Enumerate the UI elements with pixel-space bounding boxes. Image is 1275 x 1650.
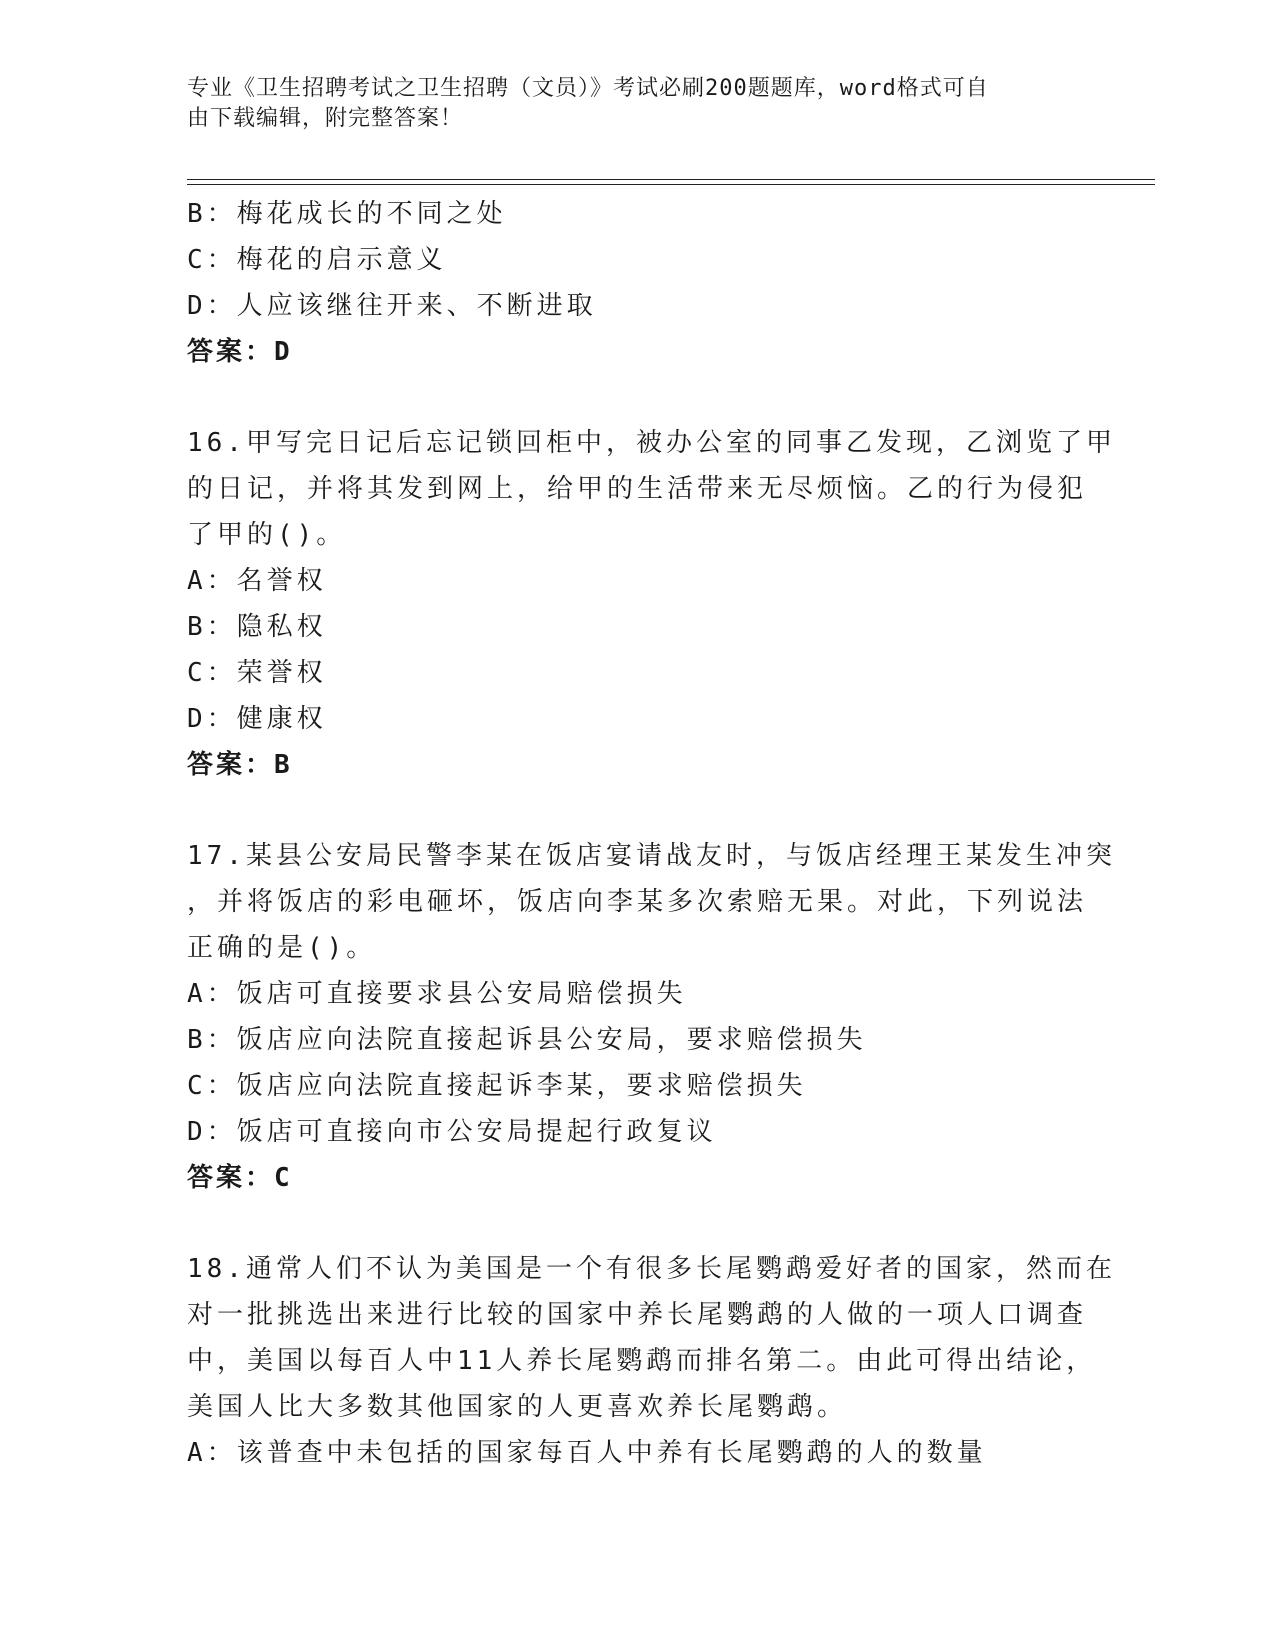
document-header: [187, 74, 1067, 134]
question-16-option-d: D：健康权: [187, 704, 327, 734]
question-gap: [187, 375, 1087, 420]
question-17-option-b: B：饭店应向法院直接起诉县公安局，要求赔偿损失: [187, 1025, 867, 1055]
question-17-answer: [187, 1155, 1087, 1201]
question-17-line-1: 17.某县公安局民警李某在饭店宴请战友时，与饭店经理王某发生冲突: [187, 841, 1116, 871]
answer-label: 答案：: [187, 337, 275, 367]
question-17-option-d: D：饭店可直接向市公安局提起行政复议: [187, 1117, 717, 1147]
option-d: D：人应该继往开来、不断进取: [187, 291, 597, 321]
question-17-line-2: ，并将饭店的彩电砸坏，饭店向李某多次索赔无果。对此，下列说法: [187, 887, 1088, 917]
question-content: [187, 191, 1116, 1476]
question-17-line-3: 正确的是()。: [187, 933, 377, 963]
question-17-option-c: C：饭店应向法院直接起诉李某，要求赔偿损失: [187, 1071, 807, 1101]
header-divider-top: [187, 179, 1155, 180]
answer-value: C: [274, 1163, 293, 1193]
question-18-line-4: 美国人比大多数其他国家的人更喜欢养长尾鹦鹉。: [187, 1392, 848, 1422]
header-line-1: 专业《卫生招聘考试之卫生招聘（文员）》考试必刷200题题库，word格式可自: [187, 76, 989, 101]
question-16-line-2: 的日记，并将其发到网上，给甲的生活带来无尽烦恼。乙的行为侵犯: [187, 474, 1088, 504]
question-16-option-a: A：名誉权: [187, 566, 327, 596]
answer-label: 答案：: [187, 750, 275, 780]
question-17-option-a: A：饭店可直接要求县公安局赔偿损失: [187, 979, 687, 1009]
option-b: B：梅花成长的不同之处: [187, 199, 507, 229]
question-16-option-c: C：荣誉权: [187, 658, 327, 688]
answer-value: D: [274, 337, 293, 367]
question-gap: [187, 788, 1087, 833]
question-18-line-1: 18.通常人们不认为美国是一个有很多长尾鹦鹉爱好者的国家，然而在: [187, 1254, 1116, 1284]
header-line-2: 由下载编辑，附完整答案！: [187, 106, 464, 131]
answer-value: B: [274, 750, 293, 780]
question-18-line-2: 对一批挑选出来进行比较的国家中养长尾鹦鹉的人做的一项人口调查: [187, 1300, 1088, 1330]
answer-label: 答案：: [187, 1163, 275, 1193]
question-16-line-1: 16.甲写完日记后忘记锁回柜中，被办公室的同事乙发现，乙浏览了甲: [187, 428, 1116, 458]
question-16-option-b: B：隐私权: [187, 612, 327, 642]
question-16-line-3: 了甲的()。: [187, 520, 347, 550]
header-divider-bottom: [187, 184, 1155, 185]
question-16-answer: [187, 742, 1087, 788]
question-18-option-a: A：该普查中未包括的国家每百人中养有长尾鹦鹉的人的数量: [187, 1438, 987, 1468]
question-18-line-3: 中，美国以每百人中11人养长尾鹦鹉而排名第二。由此可得出结论，: [187, 1346, 1097, 1376]
option-c: C：梅花的启示意义: [187, 245, 447, 275]
answer-line: [187, 329, 1087, 375]
question-gap: [187, 1201, 1087, 1246]
